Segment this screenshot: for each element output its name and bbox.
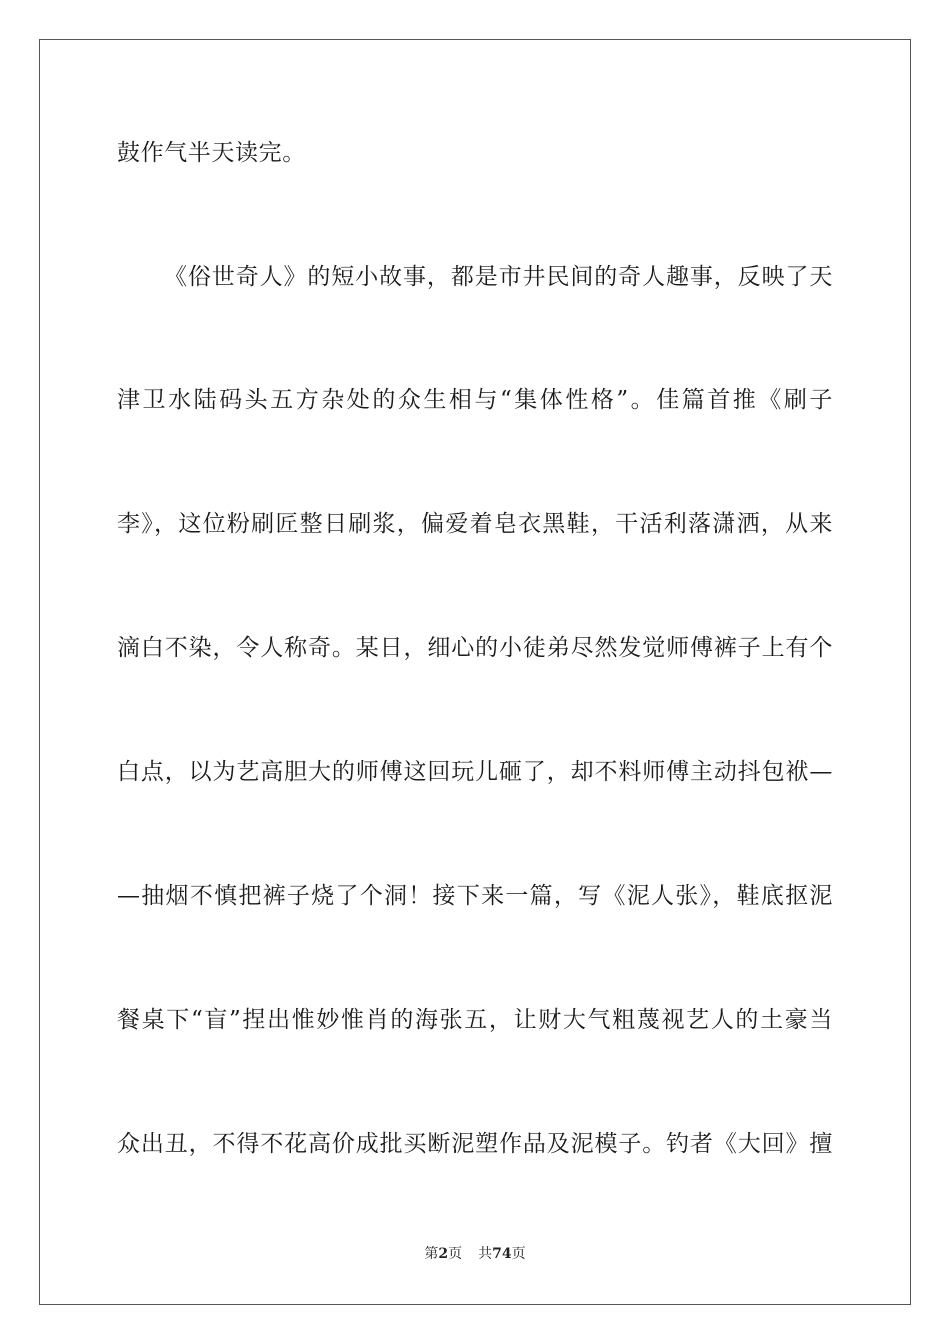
body-text-line: 白点，以为艺高胆大的师傅这回玩儿砸了，却不料师傅主动抖包袱—	[117, 759, 833, 785]
total-prefix: 共	[478, 1246, 493, 1262]
total-pages: 74	[492, 1246, 512, 1262]
body-text-line: 鼓作气半天读完。	[117, 140, 306, 166]
page-border	[39, 39, 911, 1305]
body-text-line: 津卫水陆码头五方杂处的众生相与“集体性格”。佳篇首推《刷子	[117, 387, 833, 413]
body-text-line: 众出丑，不得不花高价成批买断泥塑作品及泥模子。钓者《大回》擅	[117, 1131, 833, 1157]
page-footer	[0, 1244, 950, 1264]
body-text-line: 餐桌下“盲”捏出惟妙惟肖的海张五，让财大气粗蔑视艺人的土豪当	[117, 1007, 833, 1033]
body-text-line: 滴白不染，令人称奇。某日，细心的小徒弟尽然发觉师傅裤子上有个	[117, 635, 833, 661]
page-number: 2	[438, 1246, 449, 1262]
page-suffix: 页	[448, 1246, 463, 1262]
body-text-line: 李》，这位粉刷匠整日刷浆，偏爱着皂衣黑鞋，干活利落潇洒，从来	[117, 511, 833, 537]
body-text-line: —抽烟不慎把裤子烧了个洞！接下来一篇，写《泥人张》，鞋底抠泥	[117, 883, 833, 909]
total-suffix: 页	[511, 1246, 526, 1262]
body-text-line: 《俗世奇人》的短小故事，都是市井民间的奇人趣事，反映了天	[164, 264, 833, 290]
page-prefix: 第	[424, 1246, 439, 1262]
